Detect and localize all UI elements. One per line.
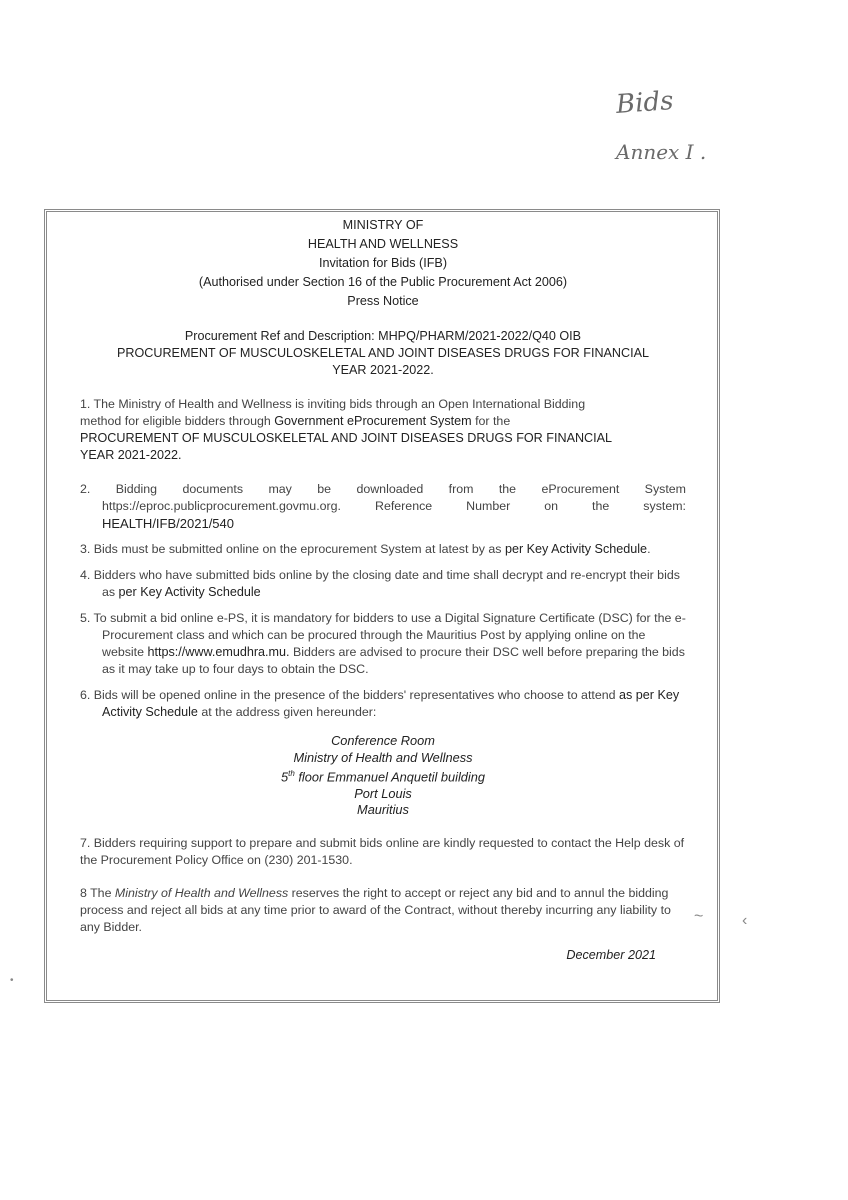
address-line-5: Mauritius [357, 802, 409, 818]
header-line-4: (Authorised under Section 16 of the Public Procurement Act 2006) [198, 275, 568, 289]
notice-frame [44, 209, 720, 1003]
paragraph-6: 6. Bids will be opened online in the presence of the bidders' representatives who choose to attend as per Key Activity Schedule at the address given hereunder: [80, 688, 680, 719]
paragraph-7: 7. Bidders requiring support to prepare and submit bids online are kindly requested to contact the Help desk of the Procurement Policy Office on (230) 201-1530. [80, 835, 685, 867]
p2-line-1: 2. Bidding documents may be downloaded from the eProcurement System [80, 482, 686, 496]
p2-line-2: https://eproc.publicprocurement.govmu.org. Reference Number on the system: [102, 499, 686, 513]
margin-mark: ~ [694, 908, 704, 925]
paragraph-1 [80, 396, 686, 464]
emudhra-link[interactable]: https://www.emudhra.mu. [147, 645, 290, 659]
p1-line-4: YEAR 2021-2022. [80, 448, 182, 462]
address-line-3: 5th floor Emmanuel Anquetil building [281, 769, 485, 785]
p1-line-2: method for eligible bidders through Government eProcurement System for the [80, 414, 511, 428]
procurement-reference [80, 328, 686, 379]
scan-speck: • [10, 975, 14, 986]
venue-address [80, 733, 686, 819]
header-line-5: Press Notice [347, 294, 419, 308]
notice-header [80, 216, 686, 311]
p1-line-1: 1. The Ministry of Health and Wellness is inviting bids through an Open International Bidding [80, 397, 586, 411]
handwritten-annex: Annex I . [616, 140, 707, 164]
notice-body [80, 212, 686, 962]
margin-mark-2: ‹ [742, 912, 748, 929]
paragraph-4: 4. Bidders who have submitted bids online by the closing date and time shall decrypt and re-encrypt their bids as per Key Activity Schedule [80, 568, 680, 599]
p1-line-3: PROCUREMENT OF MUSCULOSKELETAL AND JOINT DISEASES DRUGS FOR FINANCIAL [80, 431, 613, 445]
notice-date: December 2021 [566, 947, 656, 962]
paragraph-2 [80, 481, 686, 532]
address-line-2: Ministry of Health and Wellness [293, 749, 473, 765]
header-line-3: Invitation for Bids (IFB) [318, 256, 448, 270]
p2-line-3: HEALTH/IFB/2021/540 [102, 516, 234, 531]
address-line-4: Port Louis [354, 785, 412, 801]
paragraph-8: 8 The Ministry of Health and Wellness reserves the right to accept or reject any bid and to annul the bidding process and reject all bids at any time prior to award of the Contract, without thereby incurring any liability to any Bidder. [80, 885, 671, 934]
address-line-1: Conference Room [331, 733, 435, 748]
reference-line-2: PROCUREMENT OF MUSCULOSKELETAL AND JOINT DISEASES DRUGS FOR FINANCIAL [116, 346, 650, 360]
header-line-2: HEALTH AND WELLNESS [307, 237, 459, 251]
reference-line-3: YEAR 2021-2022. [332, 363, 434, 377]
paragraph-5: 5. To submit a bid online e-PS, it is mandatory for bidders to use a Digital Signature Certificate (DSC) for the e-Procurement class and which can be procured through the Mauritius Post by applying online on the website https://www.emudhra.mu. Bidders are advised to procure their DSC well before preparing the bids as it may take up to four days to obtain the DSC. [80, 611, 686, 676]
reference-line-1: Procurement Ref and Description: MHPQ/PHARM/2021-2022/Q40 OIB [184, 329, 582, 343]
paragraph-3: 3. Bids must be submitted online on the eprocurement System at latest by as per Key Activity Schedule. [80, 542, 651, 556]
handwritten-note: Bids [615, 86, 675, 120]
header-line-1: MINISTRY OF [342, 218, 424, 232]
